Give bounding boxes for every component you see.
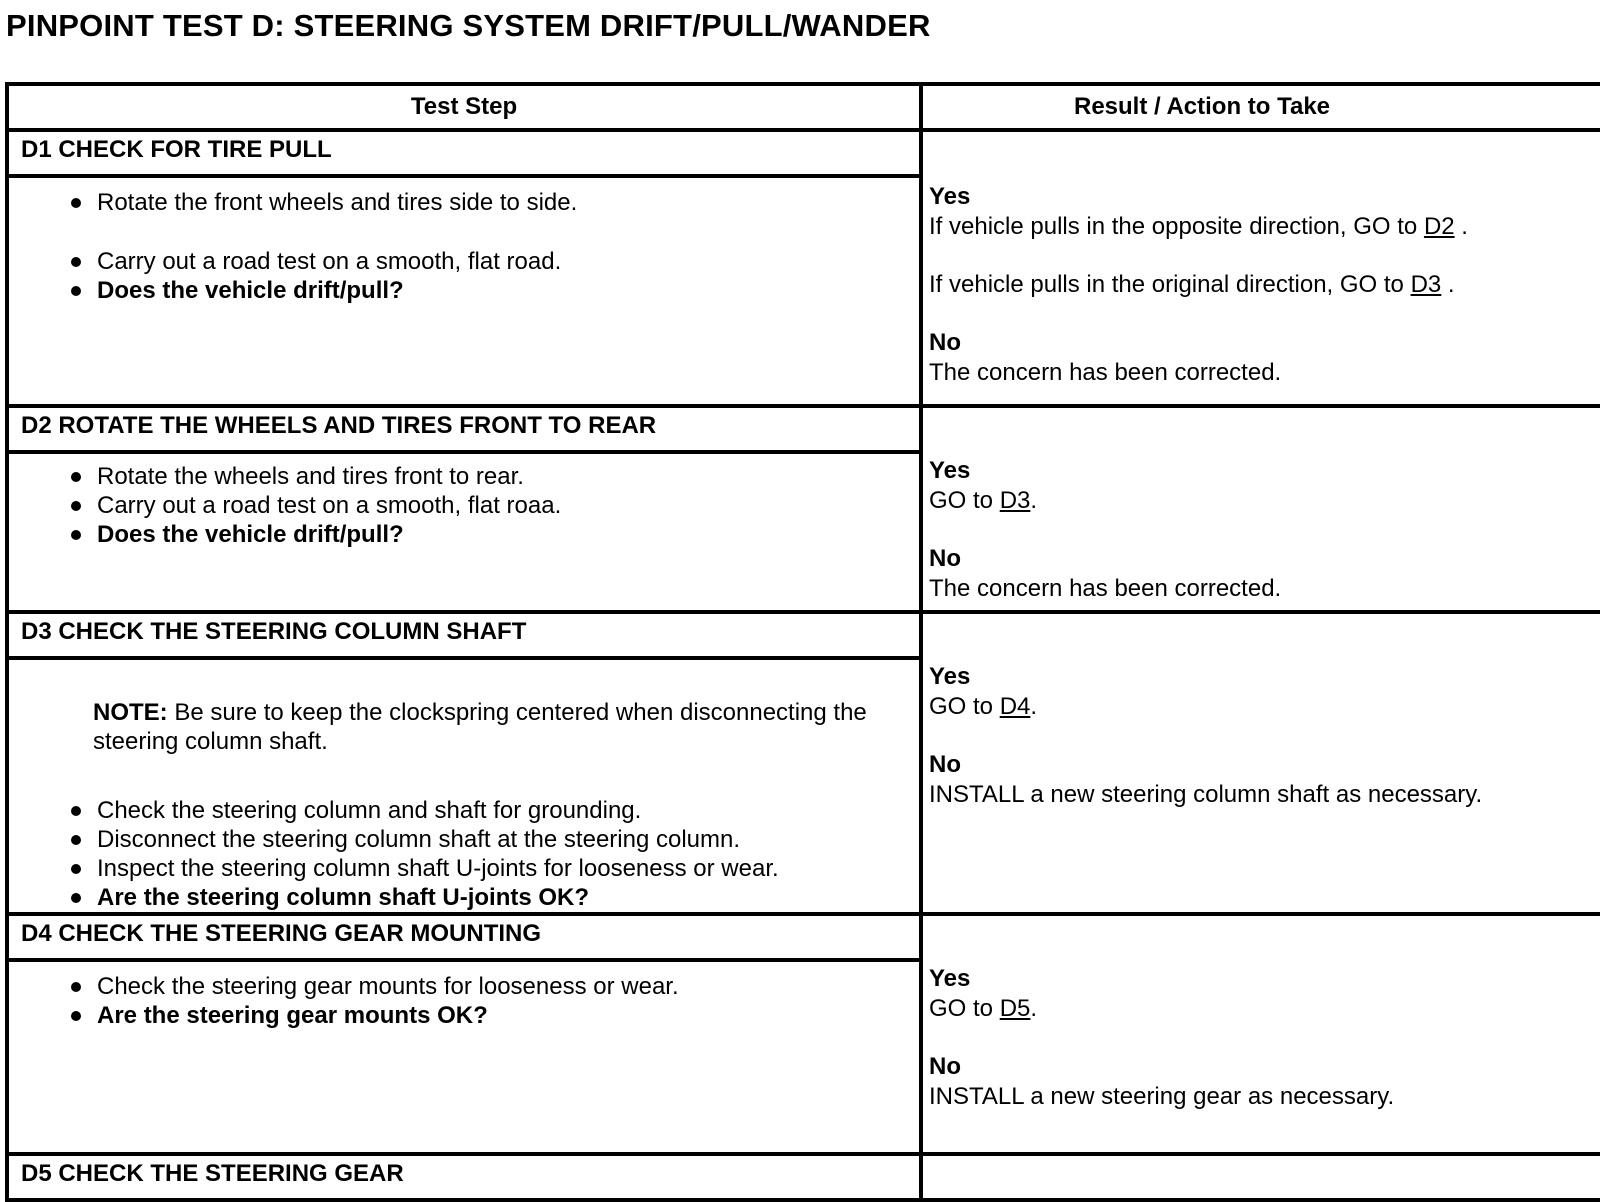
bullet-item: Check the steering gear mounts for looseness or wear. (9, 972, 919, 1001)
note-block (9, 698, 919, 756)
result-cell-d2 (921, 406, 1600, 612)
result-line-d3 (929, 692, 1600, 722)
no-text-d1: The concern has been corrected. (929, 359, 1282, 386)
result-cell-d5 (921, 1154, 1600, 1200)
result-text: . (1030, 995, 1038, 1022)
no-text-d2: The concern has been corrected. (929, 575, 1282, 602)
result-line-d2 (929, 486, 1600, 516)
result-cell-d3 (921, 612, 1600, 914)
no-label-d4: No (929, 1053, 961, 1080)
step-heading-row-d1 (7, 130, 1600, 176)
table-header-row (7, 84, 1600, 130)
step-body-d4 (7, 960, 921, 1154)
bullet-item: Are the steering gear mounts OK? (9, 1001, 919, 1030)
link-d3[interactable]: D3 (999, 487, 1031, 514)
result-text: If vehicle pulls in the original direction, GO to (929, 271, 1404, 298)
no-label-d2: No (929, 545, 961, 572)
bullet-item: Does the vehicle drift/pull? (9, 276, 919, 305)
result-cell-d4 (921, 914, 1600, 1154)
bullet-item: Rotate the front wheels and tires side to side. (9, 188, 919, 217)
result-line-d4 (929, 994, 1600, 1024)
bullet-item: Carry out a road test on a smooth, flat roaa. (9, 491, 919, 520)
result-text: GO to (929, 995, 994, 1022)
bullet-item: Carry out a road test on a smooth, flat road. (9, 247, 919, 276)
result-text: . (1030, 693, 1038, 720)
result-line-d1-b (929, 270, 1600, 300)
link-d4[interactable]: D4 (999, 693, 1031, 720)
step-heading-row-d5 (7, 1154, 1600, 1200)
bullet-item: Rotate the wheels and tires front to rear. (9, 462, 919, 491)
no-text-d4: INSTALL a new steering gear as necessary. (929, 1083, 1395, 1110)
bullet-item: Does the vehicle drift/pull? (9, 520, 919, 549)
step-body-d3 (7, 658, 921, 914)
no-label-d3: No (929, 751, 961, 778)
header-test-step: Test Step (7, 84, 921, 130)
note-text: Be sure to keep the clockspring centered when disconnecting the steering column shaft. (93, 699, 867, 755)
step-heading-row-d3 (7, 612, 1600, 658)
step-heading-d3: D3 CHECK THE STEERING COLUMN SHAFT (7, 612, 921, 658)
link-d5[interactable]: D5 (999, 995, 1031, 1022)
step-body-d2 (7, 452, 921, 612)
step-heading-d5: D5 CHECK THE STEERING GEAR (7, 1154, 921, 1200)
no-text-d3: INSTALL a new steering column shaft as necessary. (929, 781, 1483, 808)
step-heading-d1: D1 CHECK FOR TIRE PULL (7, 130, 921, 176)
step-body-d1 (7, 176, 921, 406)
pinpoint-test-table (5, 82, 1600, 1202)
bullet-item: Inspect the steering column shaft U-joints for looseness or wear. (9, 854, 919, 883)
result-text: GO to (929, 693, 994, 720)
result-cell-d1 (921, 130, 1600, 406)
step-heading-row-d4 (7, 914, 1600, 960)
bullet-item: Are the steering column shaft U-joints OK? (9, 883, 919, 912)
step-heading-d2: D2 ROTATE THE WHEELS AND TIRES FRONT TO REAR (7, 406, 921, 452)
result-text: If vehicle pulls in the opposite direction, GO to (929, 213, 1418, 240)
result-line-d1-a (929, 212, 1600, 242)
yes-label-d2: Yes (929, 457, 971, 484)
bullet-item: Disconnect the steering column shaft at the steering column. (9, 825, 919, 854)
yes-label-d3: Yes (929, 663, 971, 690)
step-heading-d4: D4 CHECK THE STEERING GEAR MOUNTING (7, 914, 921, 960)
header-result: Result / Action to Take (921, 84, 1600, 130)
yes-label-d1: Yes (929, 183, 971, 210)
result-text: . (1454, 213, 1468, 240)
result-text: . (1441, 271, 1455, 298)
yes-label-d4: Yes (929, 965, 971, 992)
bullet-item: Check the steering column and shaft for grounding. (9, 796, 919, 825)
result-text: GO to (929, 487, 994, 514)
result-text: . (1030, 487, 1038, 514)
page-title: PINPOINT TEST D: STEERING SYSTEM DRIFT/PULL/WANDER (6, 8, 931, 43)
no-label-d1: No (929, 329, 961, 356)
note-label: NOTE: (93, 699, 168, 726)
link-d2[interactable]: D2 (1423, 213, 1455, 240)
link-d3[interactable]: D3 (1410, 271, 1442, 298)
step-heading-row-d2 (7, 406, 1600, 452)
